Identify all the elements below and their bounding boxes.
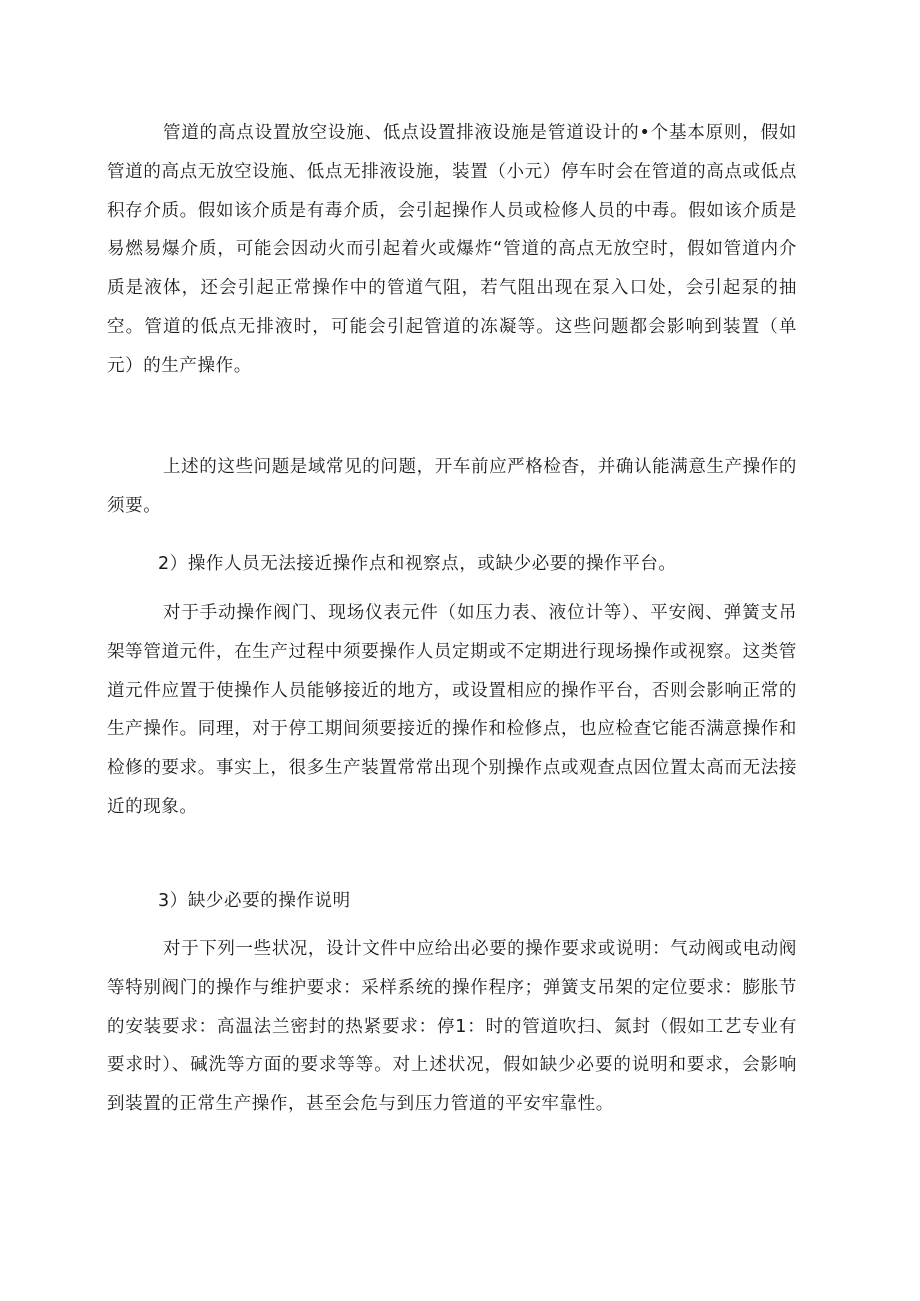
- paragraph-operation-instructions: 对于下列一些状况，设计文件中应给出必要的操作要求或说明：气动阀或电动阀等特别阀门的操作与维护要求：采样系统的操作程序；弹簧支吊架的定位要求：膨胀节的安装要求：高温法兰密封的热紧要求：停1：时的管道吹扫、氮封（假如工艺专业有要求时）、碱洗等方面的要求等等。对上述状况，假如缺少必要的说明和要求，会影响到装置的正常生产操作，甚至会危与到压力管道的平安牢靠性。: [107, 939, 797, 1115]
- heading-item-3: 3）缺少必要的操作说明: [158, 891, 351, 911]
- paragraph-access-platforms: 对于手动操作阀门、现场仪表元件（如压力表、液位计等）、平安阀、弹簧支吊架等管道元件，在生产过程中须要操作人员定期或不定期进行现场操作或视察。这类管道元件应置于使操作人员能够接近的地方，或设置相应的操作平台，否则会影响正常的生产操作。同理，对于停工期间须要接近的操作和检修点，也应检查它能否满意操作和检修的要求。事实上，很多生产装置常常出现个别操作点或观查点因位置太高而无法接近的现象。: [107, 603, 797, 817]
- paragraph-high-low-point-venting: 管道的高点设置放空设施、低点设置排液设施是管道设计的•个基本原则，假如管道的高点无放空设施、低点无排液设施，装置（小元）停车时会在管道的高点或低点积存介质。假如该介质是有毒介质，会引起操作人员或检修人员的中毒。假如该介质是易燃易爆介质，可能会因动火而引起着火或爆炸“管道的高点无放空时，假如管道内介质是液体，还会引起正常操作中的管道气阻，若气阻出现在泵入口处，会引起泵的抽空。管道的低点无排液时，可能会引起管道的冻凝等。这些问题都会影响到装置（单元）的生产操作。: [107, 123, 797, 376]
- paragraph-common-problems: 上述的这些问题是域常见的问题，开车前应严格检杳，并确认能满意生产操作的须要。: [107, 457, 797, 516]
- heading-item-2: 2）操作人员无法接近操作点和视察点，或缺少必要的操作平台。: [158, 554, 677, 574]
